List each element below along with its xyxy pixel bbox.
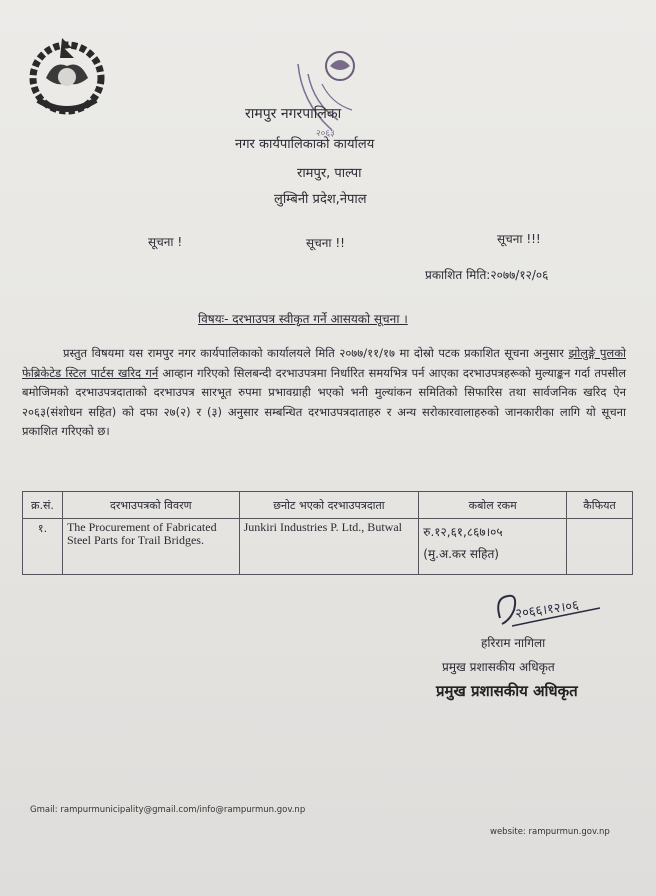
table-row [23, 519, 633, 575]
cell-description: The Procurement of Fabricated Steel Parts for Trail Bridges. [62, 519, 239, 575]
footer-website [490, 827, 610, 837]
notice-heading-2: सूचना !! [306, 236, 345, 250]
notice-heading-1: सूचना ! [148, 235, 183, 249]
body-paragraph [22, 344, 626, 442]
location-line: रामपुर, पाल्पा [297, 166, 362, 181]
col-header-amount: कबोल रकम [419, 492, 567, 519]
signatory-title: प्रमुख प्रशासकीय अधिकृत [442, 660, 555, 674]
email-value: rampurmunicipality@gmail.com/info@rampurmun.gov.np [60, 805, 306, 815]
cell-amount-value: रु.१२,६१,८६७।०५ [423, 525, 503, 539]
body-project-name: झोलुङ्गे पुलको फेब्रिकेटेड स्टिल पार्टस खरिद गर्न [22, 346, 627, 380]
province-line: लुम्बिनी प्रदेश,नेपाल [274, 192, 367, 207]
signatory-stamp-title: प्रमुख प्रशासकीय अधिकृत [436, 682, 578, 700]
col-header-sn: क्र.सं. [23, 492, 63, 519]
cell-remarks [567, 519, 633, 575]
published-date: प्रकाशित मिति:२०७७/१२/०६ [425, 268, 549, 282]
email-label: Gmail: [30, 805, 58, 815]
cell-amount [419, 519, 567, 575]
footer-email [30, 805, 305, 815]
cell-bidder: Junkiri Industries P. Ltd., Butwal [239, 519, 419, 575]
col-header-description: दरभाउपत्रको विवरण [62, 492, 239, 519]
table-header-row [23, 492, 633, 519]
col-header-remarks: कैफियत [567, 492, 633, 519]
notice-heading-3: सूचना !!! [497, 232, 541, 246]
signatory-name: हरिराम नागिला [481, 636, 546, 650]
cell-amount-note: (मु.अ.कर सहित) [423, 547, 499, 561]
municipality-name: रामपुर नगरपालिका [245, 106, 342, 122]
cell-sn: १. [23, 519, 63, 575]
body-part-1: प्रस्तुत विषयमा यस रामपुर नगर कार्यपालिकाको कार्यालयले मिति २०७७/११/१७ मा दोस्रो पटक प्रकाशित सूचना अनुसार [62, 346, 564, 360]
bid-table [22, 491, 633, 575]
col-header-bidder: छनोट भएको दरभाउपत्रदाता [239, 492, 419, 519]
svg-text:२०६६।१२।०६: २०६६।१२।०६ [514, 598, 580, 622]
svg-text:२०६३: २०६३ [316, 129, 335, 139]
office-stamp-icon [292, 44, 374, 140]
office-name: नगर कार्यपालिकाको कार्यालय [235, 137, 375, 152]
website-label: website: [490, 827, 526, 837]
website-value: rampurmun.gov.np [528, 827, 610, 837]
subject-line: विषयः- दरभाउपत्र स्वीकृत गर्ने आसयको सूचना । [198, 312, 408, 326]
handwritten-signature [490, 588, 615, 636]
body-part-2: आव्हान गरिएको सिलबन्दी दरभाउपत्रमा निर्धारित समयभित्र पर्न आएका दरभाउपत्रहरूको मुल्याङ्कन गर्दा तपसील बमोजिमको दरभाउपत्रदाताको दरभाउपत्र सारभूत रुपमा प्रभावग्राही भएको भनी मुल्यांकन समितिको सिफारिस तथा सार्वजनिक खरिद ऐन २०६३(संशोधन सहित) को दफा २७(२) र (३) अनुसार सम्बन्धित दरभाउपत्रदाताहरु र अन्य सरोकारवालाहरुको जानकारीका लागि यो सूचना प्रकाशित गरिएको छ। [22, 365, 626, 438]
nepal-emblem-icon [24, 30, 110, 120]
